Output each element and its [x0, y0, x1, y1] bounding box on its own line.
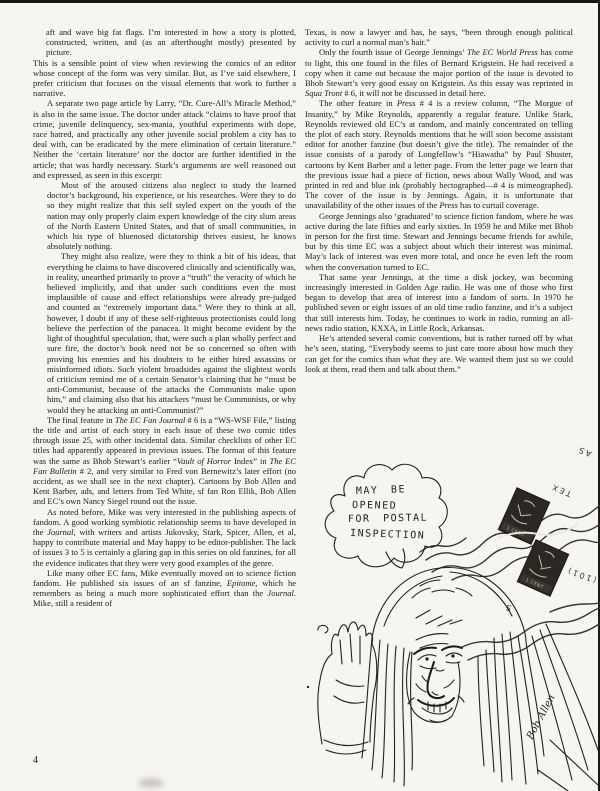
- text-column-right: [305, 27, 573, 465]
- paragraph: That same year Jennings, at the time a disk jockey, was becoming increasingly interested in Golden Age radio. He was one of those who first began to develop that area of interest into a fandom of sorts. In 1970 he published seven or eight issues of an old time radio fanzine, and it’s a subject that still interests him. Today, he continues to work in radio, running an all-news radio station, KXXA, in Little Rock, Arkansas.: [305, 271, 573, 333]
- svg-text:INSPECTION: INSPECTION: [349, 528, 426, 542]
- artist-signature: Bob Allen: [524, 693, 558, 742]
- witch-cartoon-illustration: [300, 440, 600, 791]
- scan-smudge: [138, 778, 164, 788]
- paragraph: The other feature in Press # 4 is a review column, “The Morgue of Insanity,” by Mike Reynolds, apparently a regular feature. Unlike Stark, Reynolds reviewed old EC’s at random, and mainly concentrated on telling the plot of each story. Reynolds mentions that he will soon become assistant editor for another fanzine (but doesn’t give the title). The remainder of the issue consists of a parody of Longfellow’s “Hiawatha” by Paul Shuster, cartoons by Kent Barber and a letter page. From the letter page we learn that the previous issue had a piece of fiction, news about Wally Wood, and was printed in red and blue ink (probably hectographed—# 4 is mimeographed). The cover of the issue is by Jennings. Again, it is unfortunate that unavailability of the other issues of the Press has to curtail coverage.: [305, 98, 573, 211]
- scan-edge-top: [0, 0, 600, 3]
- text-column-left: [33, 27, 296, 749]
- page-number: 4: [33, 755, 38, 766]
- excerpt-blockquote: Most of the aroused citizens also neglect to study the learned doctor’s background, his experience, or his researches. Were they to do so they might realize that this self styled expert on the youth of the nation may only properly claim expert knowledge of the city slum areas of the North Eastern United States, and that of small communities, in which his type of bluenosed dictatorship thrives easiest, he knows absolutely nothing.: [47, 180, 296, 252]
- paragraph: Texas, is now a lawyer and has, he says, “been through enough political activity to curl a normal man’s hair.”: [305, 27, 573, 48]
- paragraph: As noted before, Mike was very interested in the publishing aspects of fandom. A good working symbiotic relationship seems to have developed in the Journal, with writers and artists Jukovsky, Stark, Spicer, Allen, et al, happy to contribute material and May happy to be editor-publisher. The lack of issues 3 to 5 is certainly a glaring gap in this series on old fanzines, for all the evidence indicates that they were very good examples of the genre.: [33, 506, 296, 568]
- paragraph: Only the fourth issue of George Jennings’ The EC World Press has come to light, this one found in the files of Bernard Krigstein. He had received a copy when it came out because the major portion of the issue is devoted to Bhob Stewart’s very good essay on Krigstein. As this essay was reprinted in Squa Tront # 6, it will not be discussed in detail here.: [305, 47, 573, 99]
- svg-text:1 CENT: 1 CENT: [524, 578, 545, 591]
- svg-text:TEX: TEX: [549, 481, 573, 499]
- postage-stamps: [498, 488, 578, 597]
- paragraph: The final feature in The EC Fan Journal # 6 is a “WS-WSF File,” listing the title and artist of each story in each issue of these two comic titles through issue 25, with other incidental data. Similar checklists of other EC titles had apparently appeared in previous issues. The format of this feature was the same as Bhob Stewart’s earlier “Vault of Horror Index” in The EC Fan Bulletin # 2, and very similar to Fred von Bernewitz’s later effort (no accident, as we shall see in the next chapter). Cartoons by Bob Allen and Kent Barber, ads, and letters from Ted White, sf fan Ron Ellik, Bob Allen and EC’s own Nancy Siegel round out the issue.: [33, 414, 296, 507]
- paragraph: He’s attended several comic conventions, but is rather turned off by what he’s seen, stating, “Everybody seems to just care more about how much they can get for the comics than what they are. We wanted them just so we could look at them, read them and talk about them.”: [305, 333, 573, 374]
- speech-bubble: [325, 464, 447, 568]
- svg-text:AS: AS: [575, 444, 593, 459]
- svg-text:1 CENT: 1 CENT: [505, 526, 526, 539]
- blockquote-continued: aft and wave big fat flags. I’m interested in how a story is plotted, constructed, written, and (as an afterthought mostly) presented by picture.: [46, 27, 296, 58]
- excerpt-blockquote: They might also realize, were they to think a bit of his ideas, that everything he claims to have discovered clinically and scientifically was, in reality, unearthed primarily to prove a “truth” the veracity of which he believed implicitly, and that under such conditions even the most implausible of cause and effect relationships were already pre-judged and counted as “extremely important data.” Were they to think at all, however, I doubt if any of these self-righteous protectionists could long believe the perfection of the panacea. It might become evident by the light of thoughtful speculation, that, were such a plan wholly perfect and sure fire, the doctor’s book need not be so concerned so often with proving his enemies and his doubters to be either hired assassins or misinformed idiots. Such violent broadsides against the slightest words of criticism remind me of a certain Senator’s claiming that he “must be anti-Communist, because of the attacks the Communists make upon him,” and claiming also that his attackers “must be Communists, or why would they be attacking an anti-Communist?”: [47, 251, 296, 415]
- paragraph: Like many other EC fans, Mike eventually moved on to science fiction fandom. He published six issues of an sf fanzine, Epitome, which he remembers as being a much more sophisticated effort than the Journal. Mike, still a resident of: [33, 567, 296, 609]
- svg-text:(101): (101): [564, 565, 598, 585]
- paragraph: George Jennings also ‘graduated’ to science fiction fandom, where he was active during the late fifties and early sixties. In 1959 he and Mike met Bhob in person for the first time. Stewart and Jennings became friends for awhile, but by this time EC was a subject about which their interest was minimal. May’s lack of interest was even more total, and once he even left the room when the conversation turned to EC.: [305, 210, 573, 272]
- svg-text:FOR POSTAL: FOR POSTAL: [347, 512, 429, 525]
- svg-text:S: S: [502, 601, 513, 613]
- paragraph: A separate two page article by Larry, “Dr. Cure-All’s Miracle Method,” is also in the same issue. The doctor under attack “claims to have proof that crime, juvenile delinquency, sex-mania, youthful experiments with dope, race hatred, and practically any other juvenile social problem a city has to deal with, can be eradicated by the mere elimination of certain literature.” Neither the ‘certain literature’ nor the doctor are further identified in the article; that was hardly necessary. Stark’s arguments are well reasoned out and expressed, as seen in this excerpt:: [33, 98, 296, 180]
- paragraph: This is a sensible point of view when reviewing the comics of an editor whose concept of the form was very similar. But, as I’ve said elsewhere, I prefer criticism that focuses on the visual elements that work to further a narrative.: [33, 57, 296, 99]
- witch-face-drawing: [307, 568, 598, 791]
- svg-text:MAY BE: MAY BE: [355, 484, 407, 497]
- svg-text:OPENED: OPENED: [351, 500, 398, 512]
